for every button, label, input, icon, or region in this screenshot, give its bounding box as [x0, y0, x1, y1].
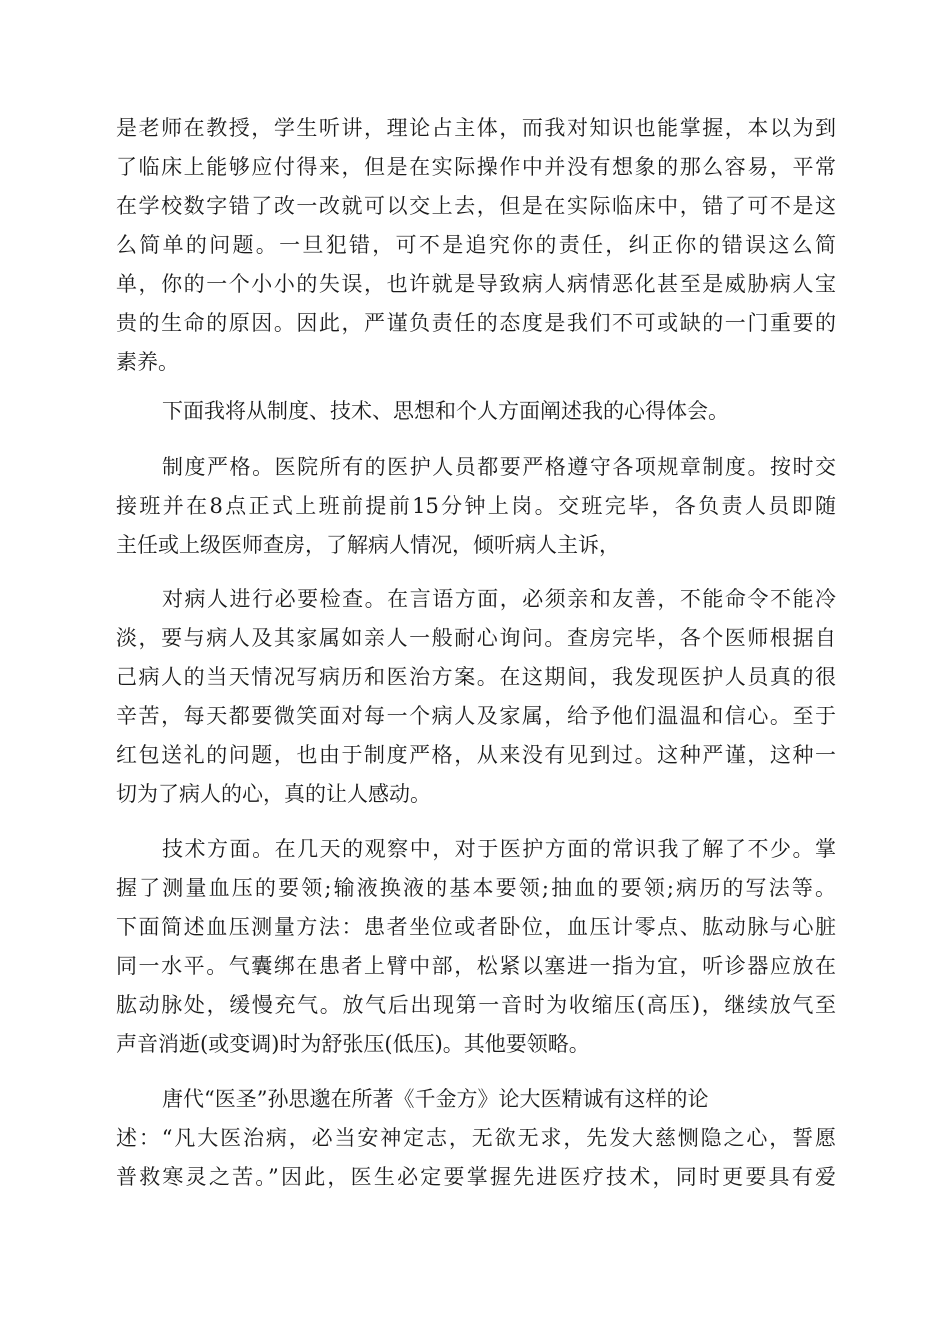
- paragraph-1-line-4: 么简单的问题。一旦犯错，可不是追究你的责任，纠正你的错误这么简: [116, 233, 836, 257]
- paragraph-4-line-3: 己病人的当天情况写病历和医治方案。在这期间，我发现医护人员真的很: [116, 665, 836, 689]
- paragraph-3-line-1: 制度严格。医院所有的医护人员都要严格遵守各项规章制度。按时交: [162, 455, 836, 479]
- paragraph-6-line-3: 普救寒灵之苦。”因此，医生必定要掌握先进医疗技术，同时更要具有爱: [116, 1165, 836, 1189]
- paragraph-1-line-6: 贵的生命的原因。因此，严谨负责任的态度是我们不可或缺的一门重要的: [116, 311, 836, 335]
- paragraph-5-line-1: 技术方面。在几天的观察中，对于医护方面的常识我了解了不少。掌: [162, 837, 836, 861]
- paragraph-5-line-4: 同一水平。气囊绑在患者上臂中部，松紧以塞进一指为宜，听诊器应放在: [116, 954, 836, 978]
- paragraph-5-line-3: 下面简述血压测量方法：患者坐位或者卧位，血压计零点、肱动脉与心脏: [116, 915, 836, 939]
- paragraph-5-line-5: 肱动脉处，缓慢充气。放气后出现第一音时为收缩压(高压)，继续放气至: [116, 993, 836, 1017]
- paragraph-4-line-2: 淡，要与病人及其家属如亲人一般耐心询问。查房完毕，各个医师根据自: [116, 626, 836, 650]
- paragraph-1-line-2: 了临床上能够应付得来，但是在实际操作中并没有想象的那么容易，平常: [116, 155, 836, 179]
- paragraph-1-line-7: 素养。: [116, 350, 179, 374]
- paragraph-4-line-6: 切为了病人的心，真的让人感动。: [116, 782, 431, 806]
- paragraph-4-line-4: 辛苦，每天都要微笑面对每一个病人及家属，给予他们温温和信心。至于: [116, 704, 836, 728]
- paragraph-4-line-5: 红包送礼的问题，也由于制度严格，从来没有见到过。这种严谨，这种一: [116, 743, 836, 767]
- paragraph-3-line-3: 主任或上级医师查房，了解病人情况，倾听病人主诉，: [116, 533, 620, 557]
- paragraph-5-line-6: 声音消逝(或变调)时为舒张压(低压)。其他要领略。: [116, 1032, 590, 1056]
- paragraph-1-line-5: 单，你的一个小小的失误，也许就是导致病人病情恶化甚至是威胁病人宝: [116, 272, 836, 296]
- paragraph-3-line-2: 接班并在8点正式上班前提前15分钟上岗。交班完毕，各负责人员即随: [116, 494, 836, 518]
- paragraph-1-line-1: 是老师在教授，学生听讲，理论占主体，而我对知识也能掌握，本以为到: [116, 116, 836, 140]
- paragraph-2-line-1: 下面我将从制度、技术、思想和个人方面阐述我的心得体会。: [162, 399, 729, 423]
- paragraph-6-line-2: 述：“凡大医治病，必当安神定志，无欲无求，先发大慈恻隐之心，誓愿: [116, 1126, 836, 1150]
- paragraph-6-line-1: 唐代“医圣”孙思邈在所著《千金方》论大医精诚有这样的论: [162, 1087, 709, 1111]
- paragraph-4-line-1: 对病人进行必要检查。在言语方面，必须亲和友善，不能命令不能冷: [162, 587, 836, 611]
- paragraph-1-line-3: 在学校数字错了改一改就可以交上去，但是在实际临床中，错了可不是这: [116, 194, 836, 218]
- paragraph-5-line-2: 握了测量血压的要领;输液换液的基本要领;抽血的要领;病历的写法等。: [116, 876, 836, 900]
